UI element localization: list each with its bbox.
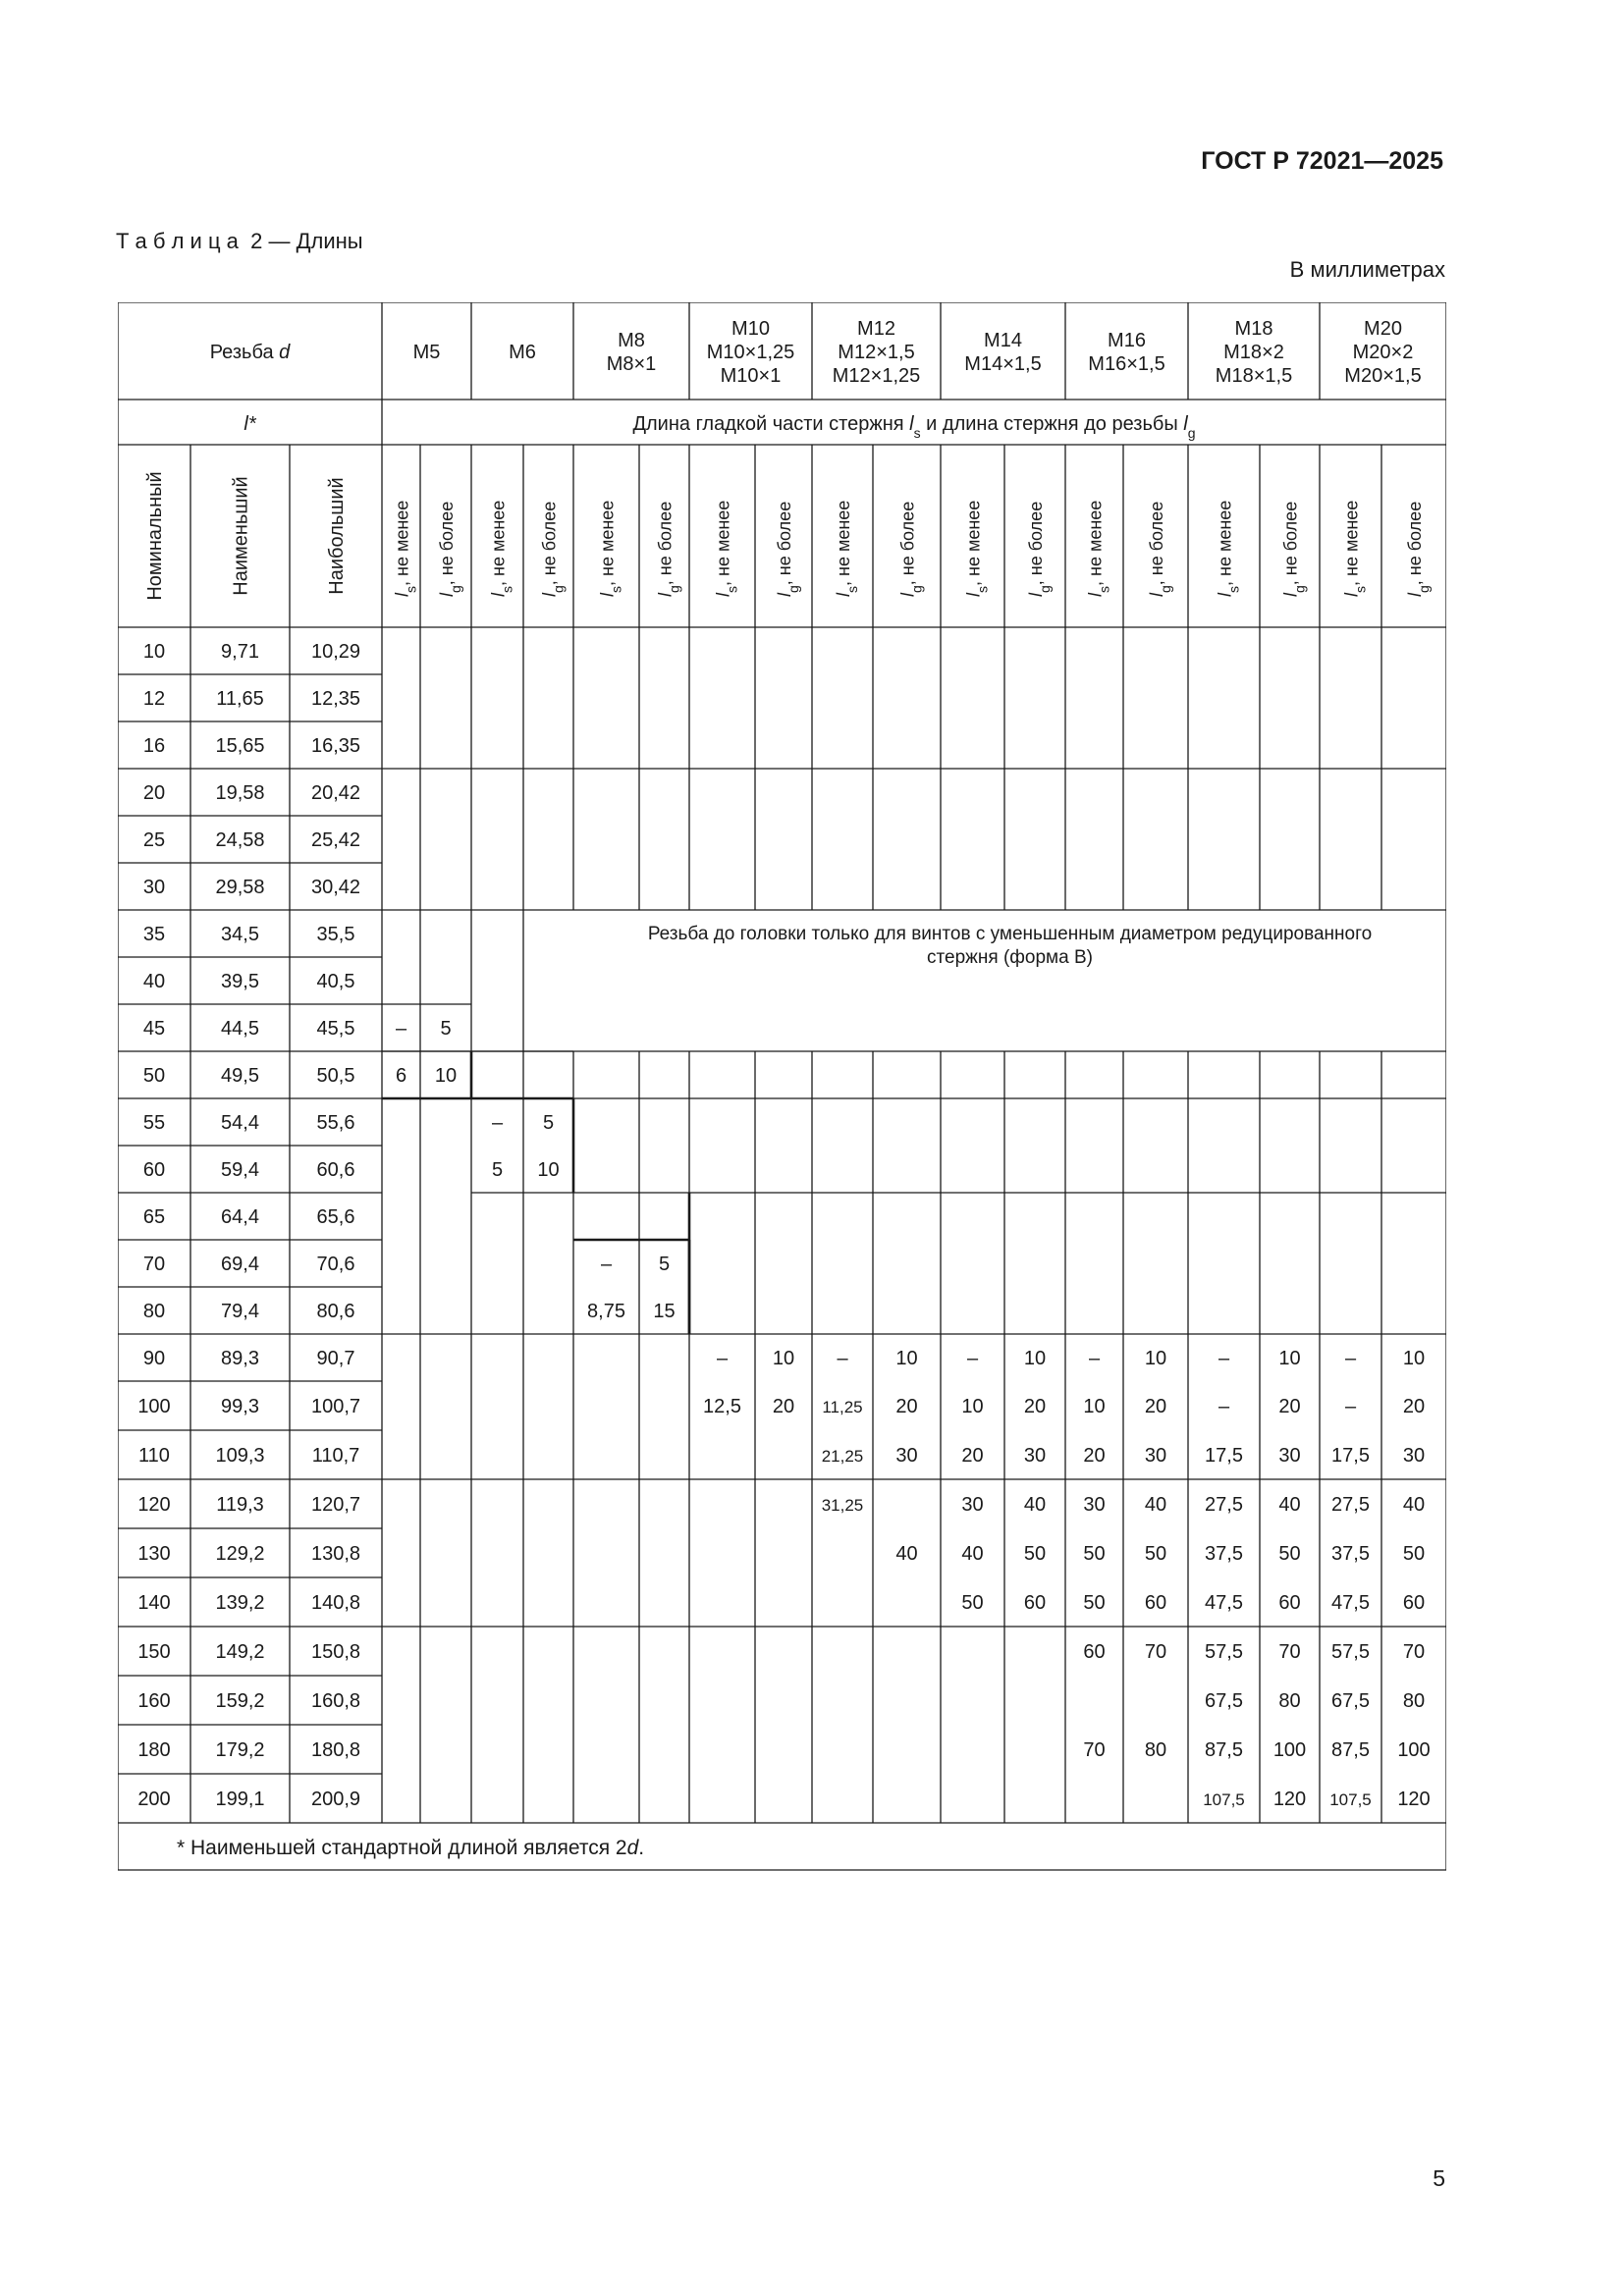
thread-length-value: 40 xyxy=(961,1543,984,1565)
table-body xyxy=(137,641,1430,1859)
thread-size-label: M8 xyxy=(618,330,645,351)
length-value: 159,2 xyxy=(215,1690,265,1712)
thread-length-value: – xyxy=(600,1254,613,1275)
thread-size-label: M8×1 xyxy=(606,353,657,375)
length-value: 140 xyxy=(137,1592,171,1614)
thread-length-value: 10 xyxy=(961,1396,984,1417)
length-value: 35 xyxy=(142,924,166,945)
thread-length-value: 30 xyxy=(961,1494,984,1516)
thread-size-label: M12 xyxy=(857,318,895,340)
thread-length-value: 10 xyxy=(537,1159,560,1181)
length-value: 199,1 xyxy=(215,1789,265,1810)
lg-max-header: $l_g$, не более xyxy=(1280,501,1308,597)
thread-length-value: 20 xyxy=(1023,1396,1047,1417)
thread-size-label: M20 xyxy=(1364,318,1402,340)
length-value: 90,7 xyxy=(316,1348,355,1369)
length-value: 25,42 xyxy=(310,829,361,851)
thread-size-label: M16 xyxy=(1108,330,1146,351)
length-value: 12,35 xyxy=(310,688,361,710)
thread-length-value: 60 xyxy=(1144,1592,1167,1614)
length-value: 59,4 xyxy=(221,1159,259,1181)
length-value: 200,9 xyxy=(310,1789,361,1810)
length-value: 119,3 xyxy=(216,1494,264,1516)
length-value: 40 xyxy=(142,971,166,992)
thread-length-value: 107,5 xyxy=(1329,1790,1372,1809)
length-value: 80 xyxy=(142,1301,166,1322)
lengths-header: Длина гладкой части стержня $l_s$ и длина стержня до резьбы $l_g$ xyxy=(632,413,1196,441)
thread-length-value: 70 xyxy=(1278,1641,1301,1663)
length-value: 120 xyxy=(137,1494,171,1516)
thread-length-value: 30 xyxy=(1023,1445,1047,1467)
thread-length-value: 70 xyxy=(1144,1641,1167,1663)
length-value: 55,6 xyxy=(316,1112,355,1134)
length-value: 180 xyxy=(137,1739,171,1761)
ls-min-header: $l_s$, не менее xyxy=(488,500,515,597)
thread-length-value: 87,5 xyxy=(1205,1739,1243,1761)
length-value: 45,5 xyxy=(316,1018,355,1040)
length-value: 70,6 xyxy=(316,1254,355,1275)
page-number: 5 xyxy=(1433,2165,1445,2191)
length-value: 16,35 xyxy=(310,735,361,757)
ls-min-header: $l_s$, не менее xyxy=(597,500,624,597)
length-col-header: Наибольший xyxy=(326,477,348,595)
ls-min-header: $l_s$, не менее xyxy=(392,500,419,597)
thread-length-value: 6 xyxy=(395,1065,407,1087)
thread-length-value: – xyxy=(1344,1348,1357,1369)
thread-length-value: 31,25 xyxy=(821,1496,864,1515)
thread-size-label: M14×1,5 xyxy=(964,353,1042,375)
thread-length-value: 10 xyxy=(895,1348,918,1369)
thread-length-value: 40 xyxy=(895,1543,918,1565)
length-value: 180,8 xyxy=(310,1739,361,1761)
thread-length-value: 120 xyxy=(1272,1789,1307,1810)
thread-length-value: 30 xyxy=(1083,1494,1106,1516)
length-value: 130 xyxy=(137,1543,171,1565)
thread-length-value: – xyxy=(491,1112,504,1134)
length-value: 50,5 xyxy=(316,1065,355,1087)
thread-length-value: 37,5 xyxy=(1205,1543,1243,1565)
thread-length-value: 20 xyxy=(1402,1396,1426,1417)
thread-length-value: 40 xyxy=(1144,1494,1167,1516)
length-value: 24,58 xyxy=(215,829,265,851)
thread-length-value: 10 xyxy=(1144,1348,1167,1369)
length-value: 160,8 xyxy=(310,1690,361,1712)
length-value: 69,4 xyxy=(221,1254,259,1275)
ls-min-header: $l_s$, не менее xyxy=(1085,500,1112,597)
thread-length-value: – xyxy=(837,1348,848,1369)
thread-length-value: 60 xyxy=(1083,1641,1106,1663)
length-value: 60 xyxy=(142,1159,166,1181)
length-value: 65 xyxy=(142,1206,166,1228)
thread-size-label: M20×2 xyxy=(1352,342,1414,363)
thread-length-value: 20 xyxy=(1144,1396,1167,1417)
ls-min-header: $l_s$, не менее xyxy=(834,500,860,597)
length-value: 200 xyxy=(137,1789,171,1810)
thread-length-value: 67,5 xyxy=(1331,1690,1370,1712)
length-value: 9,71 xyxy=(221,641,259,663)
length-value: 54,4 xyxy=(221,1112,259,1134)
thread-length-value: – xyxy=(395,1018,407,1040)
length-value: 10,29 xyxy=(310,641,361,663)
thread-length-value: 30 xyxy=(895,1445,918,1467)
thread-length-value: – xyxy=(1088,1348,1101,1369)
thread-length-value: 20 xyxy=(895,1396,918,1417)
thread-length-value: 10 xyxy=(1023,1348,1047,1369)
thread-length-value: 67,5 xyxy=(1205,1690,1243,1712)
thread-length-value: – xyxy=(716,1348,729,1369)
ls-min-header: $l_s$, не менее xyxy=(713,500,740,597)
thread-length-value: 100 xyxy=(1397,1739,1431,1761)
length-value: 25 xyxy=(142,829,166,851)
length-value: 149,2 xyxy=(215,1641,265,1663)
length-value: 10 xyxy=(142,641,166,663)
lg-max-header: $l_g$, не более xyxy=(1026,501,1053,597)
thread-length-value: 5 xyxy=(440,1018,452,1040)
thread-size-label: M12×1,25 xyxy=(832,365,921,387)
lengths-table xyxy=(118,302,1446,1881)
thread-size-label: M20×1,5 xyxy=(1344,365,1422,387)
lg-max-header: $l_g$, не более xyxy=(437,501,463,597)
length-value: 150,8 xyxy=(310,1641,361,1663)
length-value: 99,3 xyxy=(221,1396,259,1417)
length-value: 30 xyxy=(142,877,166,898)
thread-length-value: 5 xyxy=(658,1254,671,1275)
thread-length-value: – xyxy=(1218,1396,1230,1417)
length-value: 110 xyxy=(138,1445,170,1467)
thread-size-label: M6 xyxy=(509,342,536,363)
thread-size-label: M12×1,5 xyxy=(838,342,915,363)
ls-min-header: $l_s$, не менее xyxy=(1215,500,1242,597)
length-value: 30,42 xyxy=(310,877,361,898)
units-note: В миллиметрах xyxy=(1289,257,1445,282)
length-value: 89,3 xyxy=(221,1348,259,1369)
ls-min-header: $l_s$, не менее xyxy=(963,500,991,597)
length-col-header: Наименьший xyxy=(230,476,252,596)
length-value: 65,6 xyxy=(316,1206,355,1228)
length-value: 100,7 xyxy=(310,1396,361,1417)
thread-length-value: 10 xyxy=(1402,1348,1426,1369)
length-value: 35,5 xyxy=(316,924,355,945)
thread-length-value: 57,5 xyxy=(1205,1641,1243,1663)
length-value: 20 xyxy=(142,782,166,804)
thread-length-value: 17,5 xyxy=(1331,1445,1370,1467)
thread-length-value: 30 xyxy=(1278,1445,1301,1467)
thread-length-value: 10 xyxy=(434,1065,458,1087)
lg-max-header: $l_g$, не более xyxy=(775,501,801,597)
thread-length-value: 10 xyxy=(772,1348,795,1369)
thread-length-value: 20 xyxy=(1083,1445,1106,1467)
table-footnote: * Наименьшей стандартной длиной является 2d. xyxy=(177,1837,645,1859)
length-value: 90 xyxy=(142,1348,166,1369)
thread-length-value: 50 xyxy=(961,1592,984,1614)
length-value: 49,5 xyxy=(221,1065,259,1087)
table-caption: Т а б л и ц а 2 — Длины xyxy=(116,229,363,253)
length-value: 79,4 xyxy=(221,1301,259,1322)
thread-length-value: – xyxy=(1218,1348,1230,1369)
length-value: 129,2 xyxy=(215,1543,265,1565)
length-value: 29,58 xyxy=(215,877,265,898)
thread-to-head-note: стержня (форма В) xyxy=(927,947,1093,968)
thread-length-value: 8,75 xyxy=(587,1301,625,1322)
thread-length-value: 107,5 xyxy=(1203,1790,1245,1809)
thread-size-label: M18×1,5 xyxy=(1215,365,1293,387)
thread-length-value: 40 xyxy=(1023,1494,1047,1516)
thread-length-value: 27,5 xyxy=(1331,1494,1370,1516)
thread-length-value: 80 xyxy=(1402,1690,1426,1712)
length-value: 45 xyxy=(142,1018,166,1040)
thread-size-label: M18×2 xyxy=(1223,342,1284,363)
length-value: 19,58 xyxy=(215,782,265,804)
thread-length-value: 37,5 xyxy=(1331,1543,1370,1565)
length-value: 140,8 xyxy=(310,1592,361,1614)
nominal-length-label: l* xyxy=(244,413,256,435)
length-value: 70 xyxy=(142,1254,166,1275)
length-value: 11,65 xyxy=(216,688,264,710)
length-value: 34,5 xyxy=(221,924,259,945)
thread-size-label: M18 xyxy=(1234,318,1273,340)
length-value: 110,7 xyxy=(311,1445,360,1467)
thread-size-label: M10×1,25 xyxy=(706,342,795,363)
document-number: ГОСТ Р 72021—2025 xyxy=(1201,147,1443,175)
thread-length-value: 70 xyxy=(1083,1739,1106,1761)
thread-label: Резьба d xyxy=(209,342,291,363)
thread-length-value: 80 xyxy=(1144,1739,1167,1761)
thread-length-value: 50 xyxy=(1402,1543,1426,1565)
lg-max-header: $l_g$, не более xyxy=(655,501,682,597)
thread-length-value: 57,5 xyxy=(1331,1641,1370,1663)
thread-length-value: 100 xyxy=(1272,1739,1307,1761)
length-value: 60,6 xyxy=(316,1159,355,1181)
thread-length-value: 30 xyxy=(1402,1445,1426,1467)
length-value: 64,4 xyxy=(221,1206,259,1228)
thread-length-value: – xyxy=(1344,1396,1357,1417)
thread-length-value: – xyxy=(966,1348,979,1369)
thread-length-value: 20 xyxy=(772,1396,795,1417)
thread-length-value: 60 xyxy=(1023,1592,1047,1614)
length-col-header: Номинальный xyxy=(144,471,166,601)
thread-length-value: 50 xyxy=(1023,1543,1047,1565)
length-value: 100 xyxy=(137,1396,171,1417)
thread-length-value: 27,5 xyxy=(1205,1494,1243,1516)
thread-length-value: 40 xyxy=(1402,1494,1426,1516)
thread-size-label: M10×1 xyxy=(720,365,782,387)
thread-length-value: 30 xyxy=(1144,1445,1167,1467)
lg-max-header: $l_g$, не более xyxy=(539,501,567,597)
length-value: 44,5 xyxy=(221,1018,259,1040)
length-value: 120,7 xyxy=(310,1494,361,1516)
lg-max-header: $l_g$, не более xyxy=(1405,501,1432,597)
table-header xyxy=(144,318,1432,601)
thread-size-label: M16×1,5 xyxy=(1088,353,1165,375)
thread-length-value: 10 xyxy=(1278,1348,1301,1369)
thread-size-label: M14 xyxy=(984,330,1022,351)
thread-length-value: 17,5 xyxy=(1205,1445,1243,1467)
thread-length-value: 120 xyxy=(1397,1789,1431,1810)
length-value: 15,65 xyxy=(215,735,265,757)
thread-length-value: 70 xyxy=(1402,1641,1426,1663)
length-value: 130,8 xyxy=(310,1543,361,1565)
thread-length-value: 50 xyxy=(1144,1543,1167,1565)
thread-length-value: 60 xyxy=(1402,1592,1426,1614)
thread-size-label: M10 xyxy=(731,318,770,340)
length-value: 55 xyxy=(142,1112,166,1134)
length-value: 16 xyxy=(142,735,166,757)
thread-length-value: 20 xyxy=(961,1445,984,1467)
lg-max-header: $l_g$, не более xyxy=(1147,501,1173,597)
ls-min-header: $l_s$, не менее xyxy=(1341,500,1369,597)
thread-length-value: 87,5 xyxy=(1331,1739,1370,1761)
length-value: 160 xyxy=(137,1690,171,1712)
thread-length-value: 40 xyxy=(1278,1494,1301,1516)
length-value: 139,2 xyxy=(215,1592,265,1614)
length-value: 40,5 xyxy=(316,971,355,992)
length-value: 12 xyxy=(142,688,166,710)
length-value: 179,2 xyxy=(215,1739,265,1761)
length-value: 109,3 xyxy=(215,1445,265,1467)
thread-length-value: 5 xyxy=(542,1112,555,1134)
thread-length-value: 50 xyxy=(1083,1592,1106,1614)
thread-length-value: 12,5 xyxy=(703,1396,741,1417)
thread-length-value: 60 xyxy=(1278,1592,1301,1614)
thread-length-value: 50 xyxy=(1083,1543,1106,1565)
thread-to-head-note: Резьба до головки только для винтов с уменьшенным диаметром редуцированного xyxy=(647,924,1373,944)
length-value: 39,5 xyxy=(221,971,259,992)
thread-length-value: 5 xyxy=(491,1159,504,1181)
thread-length-value: 47,5 xyxy=(1331,1592,1370,1614)
thread-length-value: 47,5 xyxy=(1205,1592,1243,1614)
length-value: 20,42 xyxy=(310,782,361,804)
thread-length-value: 80 xyxy=(1278,1690,1301,1712)
thread-length-value: 15 xyxy=(653,1301,676,1322)
thread-size-label: M5 xyxy=(412,342,441,363)
length-value: 150 xyxy=(137,1641,171,1663)
length-value: 50 xyxy=(142,1065,166,1087)
thread-length-value: 20 xyxy=(1278,1396,1301,1417)
thread-length-value: 11,25 xyxy=(822,1398,863,1416)
thread-length-value: 10 xyxy=(1083,1396,1106,1417)
length-value: 80,6 xyxy=(316,1301,355,1322)
thread-length-value: 21,25 xyxy=(821,1447,864,1466)
lg-max-header: $l_g$, не более xyxy=(897,501,925,597)
thread-length-value: 50 xyxy=(1278,1543,1301,1565)
